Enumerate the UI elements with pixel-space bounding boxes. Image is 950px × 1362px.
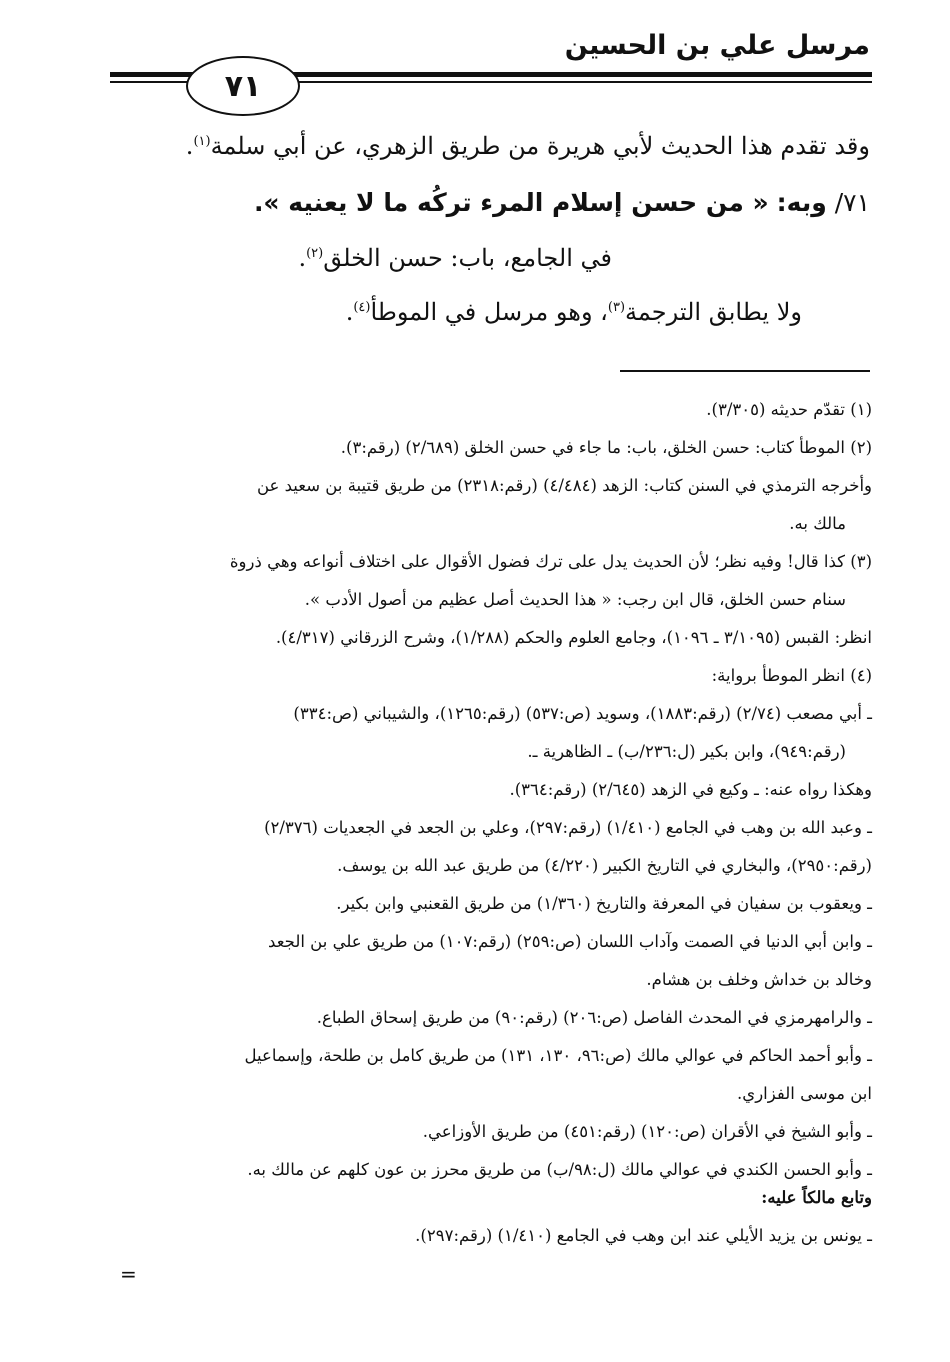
footnote-line: (٢) الموطأ كتاب: حسن الخلق، باب: ما جاء في حسن الخلق (٢/٦٨٩) (رقم:٣).	[340, 438, 872, 457]
footnote-line: ـ يونس بن يزيد الأيلي عند ابن وهب في الجامع (١/٤١٠) (رقم:٢٩٧).	[415, 1226, 872, 1245]
footnote-ref-4: (٤)	[353, 300, 371, 315]
footnote-line: سنام حسن الخلق، قال ابن رجب: « هذا الحديث أصل عظيم من أصول الأدب ».	[304, 590, 846, 609]
main-line-1	[186, 134, 870, 158]
line3-text: في الجامع، باب: حسن الخلق	[323, 244, 612, 272]
footnote-ref-1: (١)	[193, 134, 211, 149]
footnote-line: انظر: القبس (٣/١٠٩٥ ـ ١٠٩٦)، وجامع العلوم والحكم (١/٢٨٨)، وشرح الزرقاني (٤/٣١٧).	[275, 628, 872, 647]
footnote-line: (٣) كذا قال! وفيه نظر؛ لأن الحديث يدل على ترك فضول الأقوال على اختلاف أنواعه وهي ذروة	[229, 552, 872, 571]
footnote-line: (رقم:٢٩٥٠)، والبخاري في التاريخ الكبير (٤/٢٢٠) من طريق عبد الله بن يوسف.	[337, 856, 872, 875]
footnote-line: وتابع مالكاً عليه:	[761, 1188, 872, 1207]
line4-text-b: ، وهو مرسل في الموطأ	[370, 298, 608, 326]
footnote-line: ابن موسى الفزاري.	[737, 1084, 872, 1103]
page-number: ٧١	[224, 68, 262, 104]
line1-end: .	[185, 132, 194, 160]
footnote-line: ـ وعبد الله بن وهب في الجامع (١/٤١٠) (رقم:٢٩٧)، وعلي بن الجعد في الجعديات (٢/٣٧٦)	[264, 818, 872, 837]
footnote-line: ـ ويعقوب بن سفيان في المعرفة والتاريخ (١/٣٦٠) من طريق القعنبي وابن بكير.	[336, 894, 872, 913]
footnote-line: ـ وابن أبي الدنيا في الصمت وآداب اللسان (ص:٢٥٩) (رقم:١٠٧) من طريق علي بن الجعد	[268, 932, 872, 951]
line4-end: .	[345, 298, 354, 326]
footnote-separator	[620, 370, 870, 372]
running-title: مرسل علي بن الحسين	[564, 30, 870, 61]
page-number-badge	[186, 56, 300, 116]
footnote-line: (رقم:٩٤٩)، وابن بكير (ل:٢٣٦/ب) ـ الظاهرية ـ.	[527, 742, 846, 761]
footnote-line: (١) تقدّم حديثه (٣/٣٠٥).	[706, 400, 872, 419]
footnote-line: وهكذا رواه عنه: ـ وكيع في الزهد (٢/٦٤٥) (رقم:٣٦٤).	[509, 780, 872, 799]
line3-end: .	[298, 244, 307, 272]
main-line-4	[346, 300, 802, 324]
main-line-2	[254, 190, 870, 215]
footnote-ref-2: (٢)	[306, 246, 324, 261]
line1-text: وقد تقدم هذا الحديث لأبي هريرة من طريق الزهري، عن أبي سلمة	[210, 132, 870, 160]
footnote-line: ـ وأبو أحمد الحاكم في عوالي مالك (ص:٩٦، ١٣٠، ١٣١) من طريق كامل بن طلحة، وإسماعيل	[244, 1046, 872, 1065]
footnote-ref-3: (٣)	[607, 300, 626, 315]
line4-text-a: ولا يطابق الترجمة	[625, 298, 802, 326]
end-mark: =	[120, 1262, 137, 1286]
hadith-lead: وبه:	[776, 188, 827, 217]
footnote-line: ـ وأبو الشيخ في الأقران (ص:١٢٠) (رقم:٤٥١) من طريق الأوزاعي.	[422, 1122, 872, 1141]
hadith-text: « من حسن إسلام المرء تركُه ما لا يعنيه ».	[253, 188, 769, 217]
footnote-line: ـ والرامهرمزي في المحدث الفاصل (ص:٢٠٦) (رقم:٩٠) من طريق إسحاق الطباع.	[316, 1008, 872, 1027]
footnote-line: (٤) انظر الموطأ برواية:	[711, 666, 872, 685]
main-line-3	[298, 246, 612, 270]
footnote-line: مالك به.	[789, 514, 846, 533]
footnote-line: ـ وأبو الحسن الكندي في عوالي مالك (ل:٩٨/ب) من طريق محرز بن عون كلهم عن مالك به.	[247, 1160, 872, 1179]
footnote-line: ـ أبي مصعب (٢/٧٤) (رقم:١٨٨٣)، وسويد (ص:٥٣٧) (رقم:١٢٦٥)، والشيباني (ص:٣٣٤)	[293, 704, 872, 723]
footnote-line: وأخرجه الترمذي في السنن كتاب: الزهد (٤/٤٨٤) (رقم:٢٣١٨) من طريق قتيبة بن سعيد عن	[256, 476, 872, 495]
hadith-number: ٧١/	[834, 188, 870, 217]
footnote-line: وخالد بن خداش وخلف بن هشام.	[646, 970, 872, 989]
